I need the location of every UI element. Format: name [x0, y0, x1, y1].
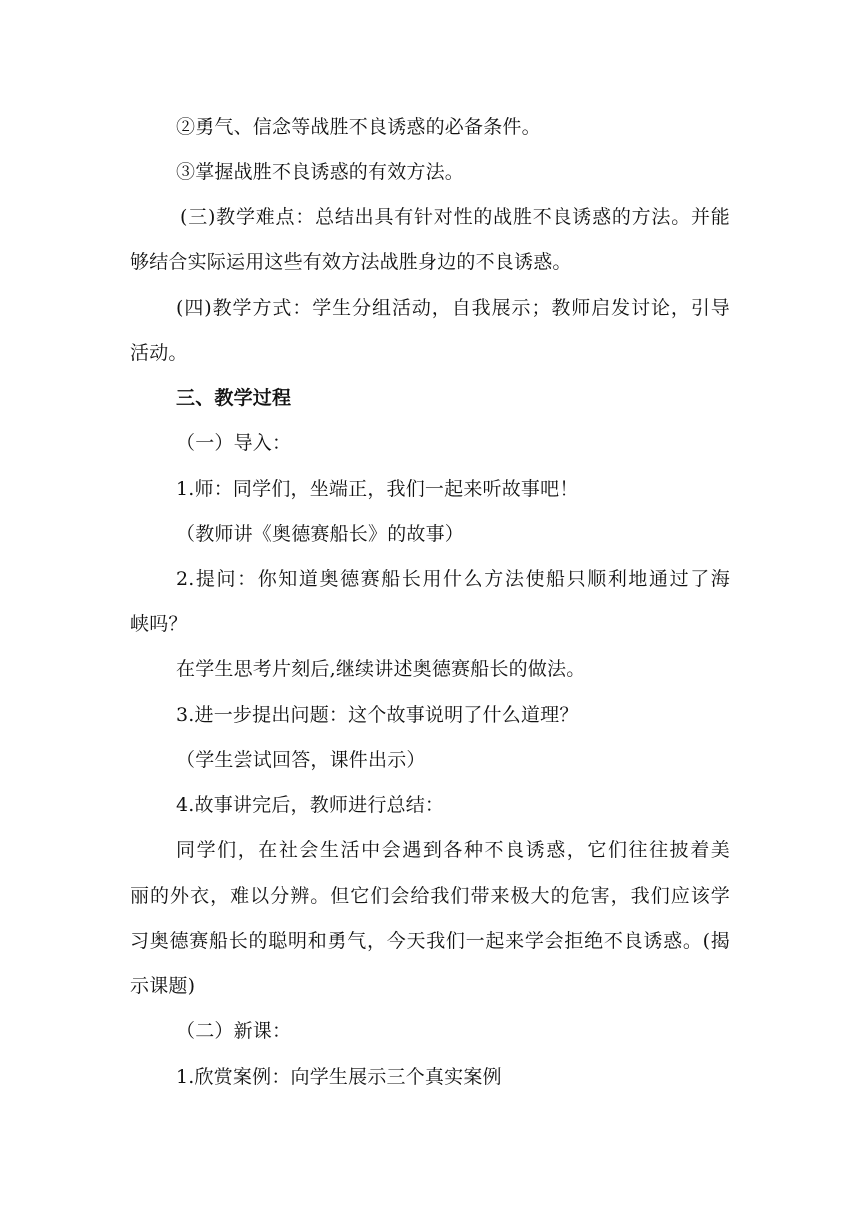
- text-line-12: 峡吗？: [130, 613, 188, 635]
- subheading-introduction: （一）导入：: [176, 432, 292, 454]
- text-line-15: （学生尝试回答，课件出示）: [176, 749, 426, 771]
- text-line-4: 够结合实际运用这些有效方法战胜身边的不良诱惑。: [130, 251, 572, 273]
- text-line-11: 2.提问：你知道奥德赛船长用什么方法使船只顺利地通过了海: [176, 568, 730, 590]
- text-line-5: (四)教学方式：学生分组活动，自我展示；教师启发讨论，引导: [176, 297, 730, 319]
- text-line-14: 3.进一步提出问题：这个故事说明了什么道理？: [176, 704, 579, 726]
- subheading-new-lesson: （二）新课：: [176, 1020, 292, 1042]
- text-line-18: 丽的外衣，难以分辨。但它们会给我们带来极大的危害，我们应该学: [130, 885, 730, 907]
- text-line-10: （教师讲《奥德赛船长》的故事）: [176, 523, 465, 545]
- text-line-9: 1.师：同学们，坐端正，我们一起来听故事吧！: [176, 478, 579, 500]
- text-line-13: 在学生思考片刻后,继续讲述奥德赛船长的做法。: [176, 658, 586, 680]
- text-line-20: 示课题): [130, 975, 196, 997]
- text-line-2: ③掌握战胜不良诱惑的有效方法。: [176, 161, 465, 183]
- text-line-17: 同学们，在社会生活中会遇到各种不良诱惑，它们往往披着美: [176, 839, 730, 861]
- text-line-1: ②勇气、信念等战胜不良诱惑的必备条件。: [176, 116, 541, 138]
- section-heading-teaching-process: 三、教学过程: [176, 387, 292, 409]
- text-line-6: 活动。: [130, 342, 188, 364]
- text-line-3: (三)教学难点：总结出具有针对性的战胜不良诱惑的方法。并能: [180, 206, 730, 228]
- text-line-16: 4.故事讲完后，教师进行总结：: [176, 794, 445, 816]
- text-line-22: 1.欣赏案例：向学生展示三个真实案例: [176, 1066, 502, 1088]
- text-line-19: 习奥德赛船长的聪明和勇气，今天我们一起来学会拒绝不良诱惑。(揭: [130, 930, 730, 952]
